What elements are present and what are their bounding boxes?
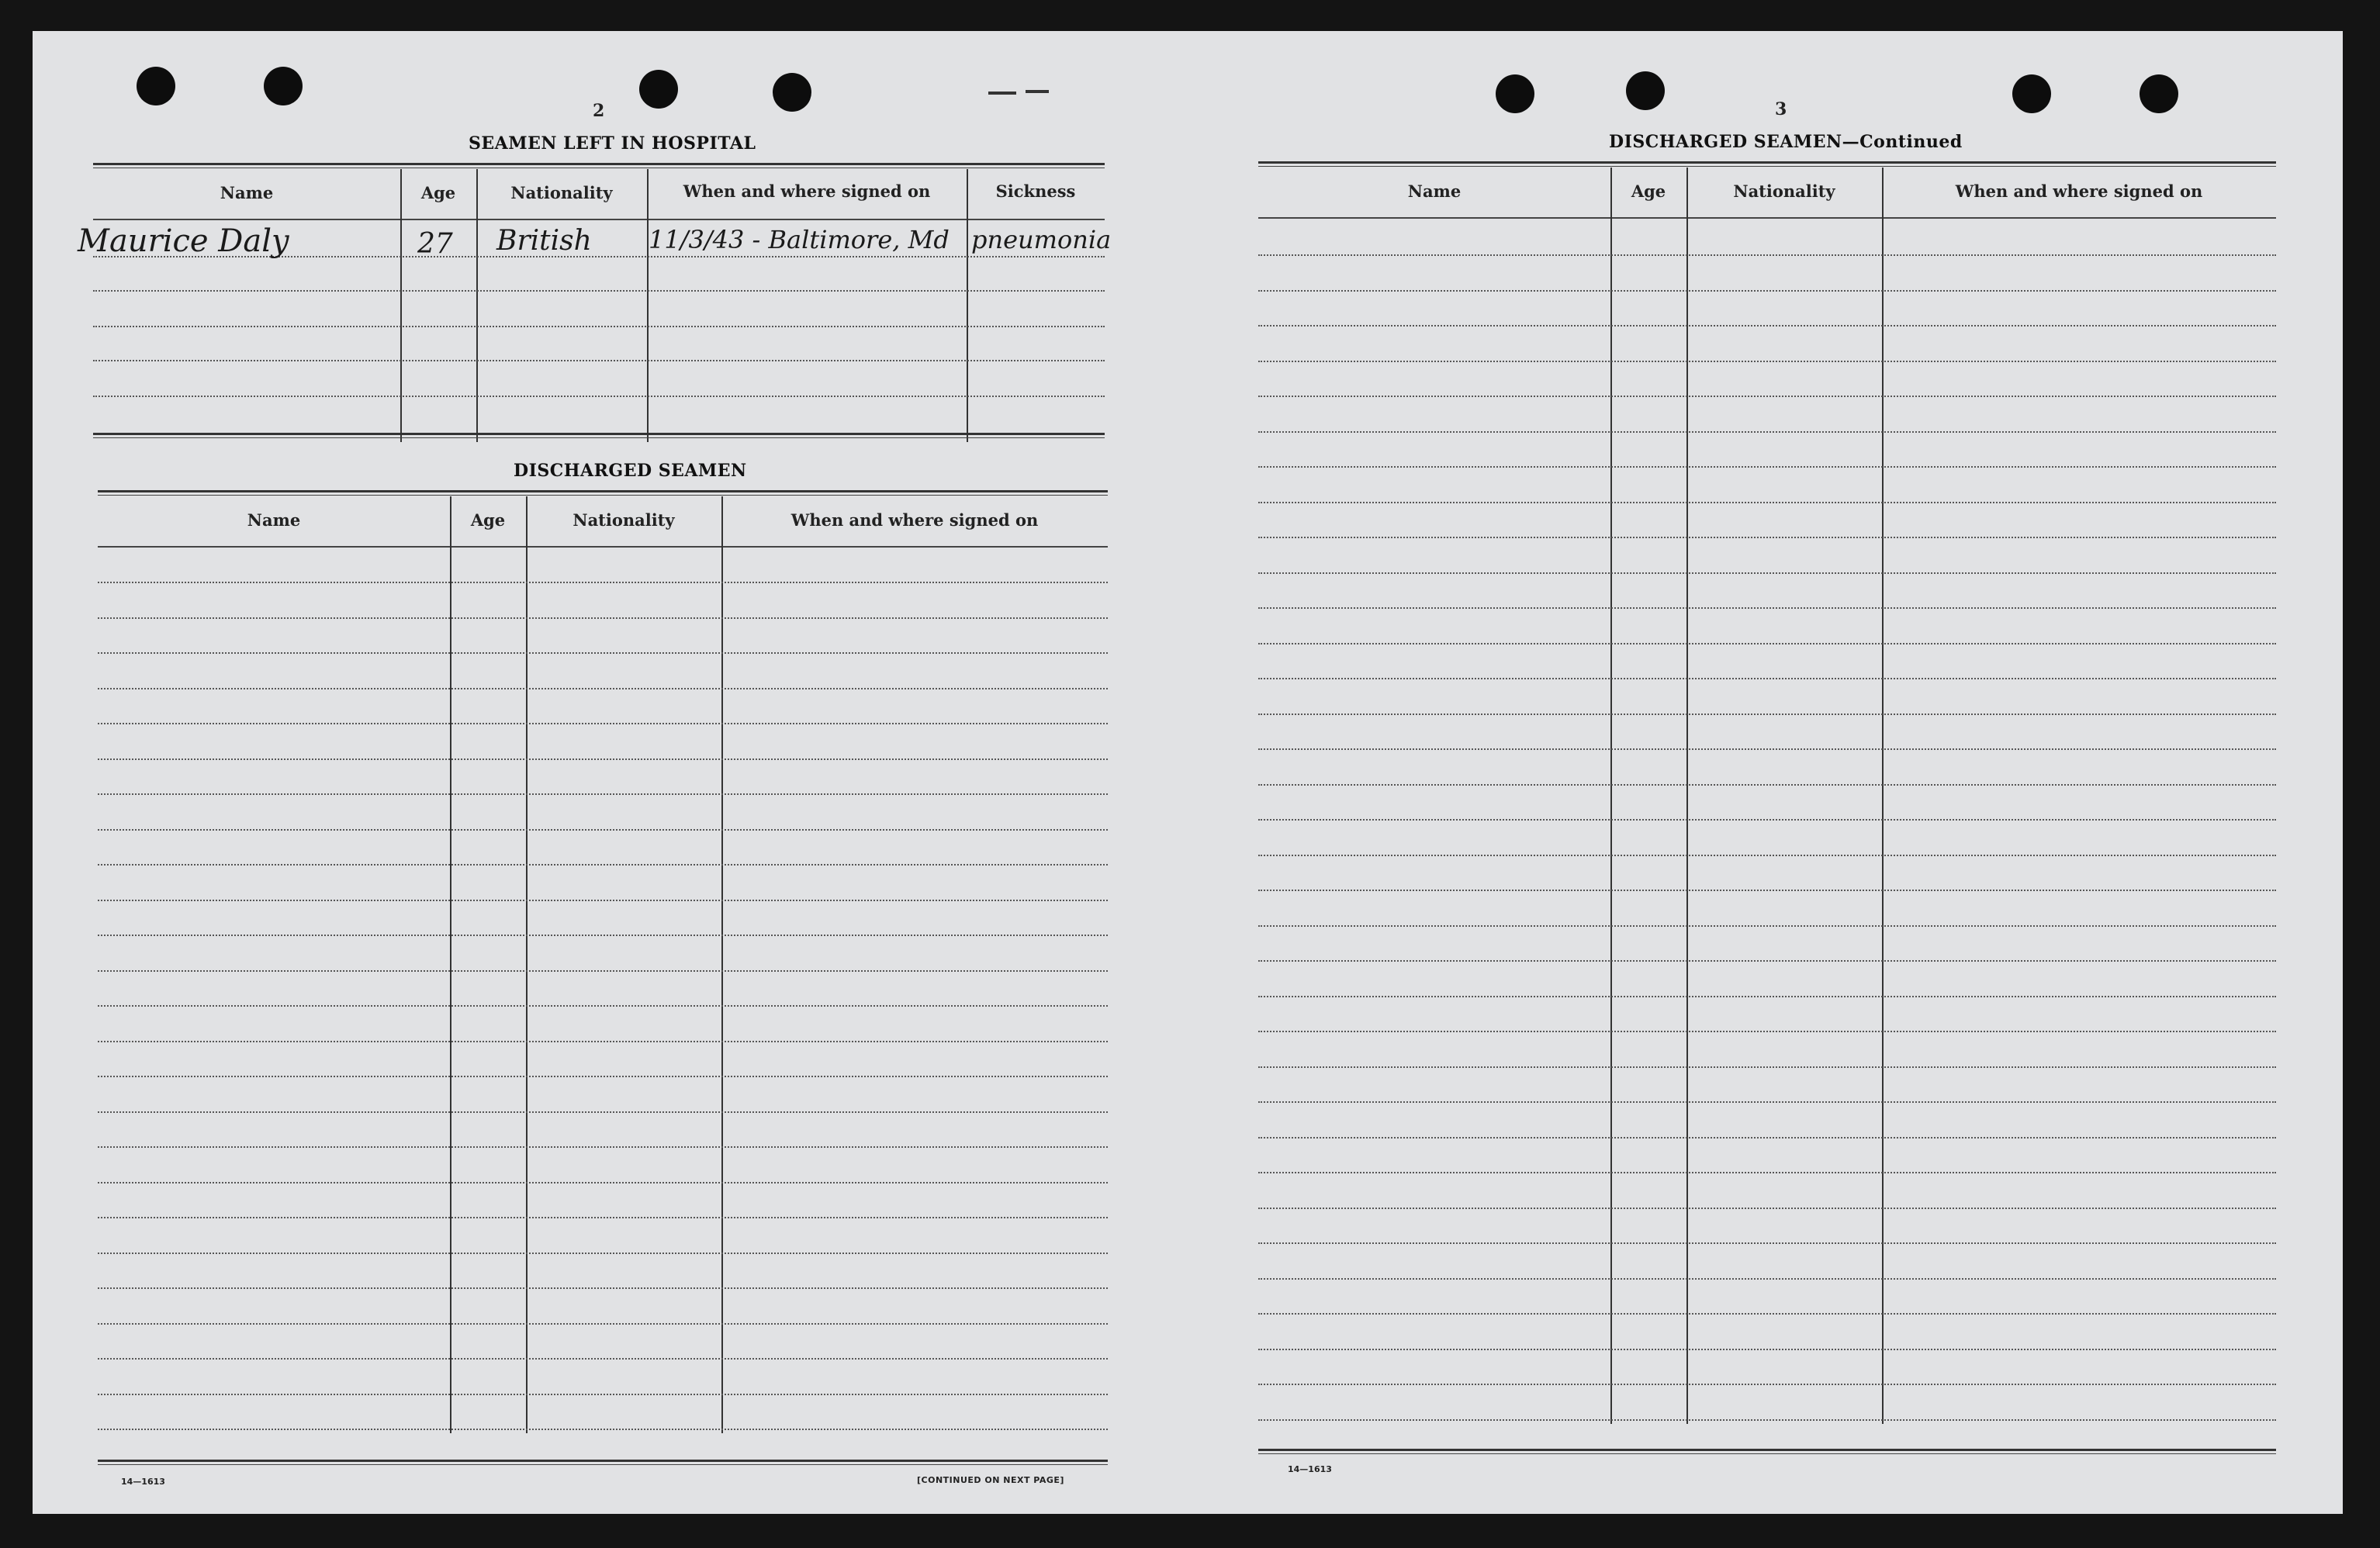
row-line [1258, 502, 2276, 503]
column-header-signed-on: When and where signed on [1955, 181, 2203, 201]
punch-hole [1626, 71, 1665, 110]
row-line [1258, 325, 2276, 327]
document-sheet [33, 31, 2343, 1514]
column-divider [476, 169, 478, 442]
column-header-age: Age [470, 510, 506, 530]
column-header-age: Age [420, 183, 456, 202]
row-line [1258, 607, 2276, 609]
row-line [98, 900, 1108, 901]
punch-hole [264, 67, 303, 105]
column-header-nationality: Nationality [573, 510, 675, 530]
row-line [98, 652, 1108, 654]
row-line [1258, 1384, 2276, 1385]
row-line [1258, 714, 2276, 715]
column-header-nationality: Nationality [510, 183, 613, 202]
row-line [1258, 748, 2276, 750]
row-line [98, 970, 1108, 972]
column-divider [1610, 168, 1612, 1424]
row-line [98, 617, 1108, 619]
column-header-signed-on: When and where signed on [683, 181, 931, 201]
row-line [98, 935, 1108, 936]
row-line [98, 1253, 1108, 1254]
row-line [1258, 466, 2276, 468]
row-line [1258, 537, 2276, 538]
section-title-text: DISCHARGED SEAMEN [1609, 132, 1842, 152]
row-line [1258, 1242, 2276, 1244]
row-line [98, 1146, 1108, 1148]
table-bottom-rule [93, 433, 1105, 438]
row-line [98, 1429, 1108, 1430]
table-bottom-rule [98, 1460, 1108, 1465]
table-top-rule [1258, 161, 2276, 167]
entry-signed-on: 11/3/43 - Baltimore, Md [649, 225, 950, 254]
table-bottom-rule [1258, 1449, 2276, 1454]
row-line [98, 1182, 1108, 1183]
stray-mark [1026, 90, 1049, 93]
section-title-hospital: SEAMEN LEFT IN HOSPITAL [469, 133, 756, 154]
punch-hole [639, 70, 678, 109]
table-top-rule [98, 490, 1108, 496]
row-line [98, 758, 1108, 760]
row-line [93, 326, 1105, 327]
row-line [1258, 1278, 2276, 1280]
row-line [1258, 1419, 2276, 1421]
form-number: 14—1613 [121, 1477, 165, 1487]
column-divider [1686, 168, 1688, 1424]
entry-age: 27 [417, 228, 453, 260]
punch-hole [1496, 74, 1534, 113]
entry-sickness: pneumonia [971, 225, 1112, 254]
row-line [98, 723, 1108, 724]
row-line [1258, 643, 2276, 644]
row-line [1258, 1031, 2276, 1032]
row-line [98, 582, 1108, 583]
punch-hole [137, 67, 175, 105]
page-number: 2 [593, 101, 605, 121]
punch-hole [2140, 74, 2178, 113]
row-line [1258, 431, 2276, 433]
column-divider [526, 496, 528, 1433]
row-line [98, 688, 1108, 689]
section-title-suffix: —Continued [1842, 132, 1963, 152]
column-divider [400, 169, 402, 442]
header-rule [93, 219, 1105, 220]
row-line [1258, 290, 2276, 292]
column-divider [967, 169, 968, 442]
row-line [1258, 1172, 2276, 1173]
section-title-discharged-continued [1609, 132, 1963, 152]
row-line [1258, 1313, 2276, 1315]
continued-note: [CONTINUED ON NEXT PAGE] [917, 1475, 1064, 1485]
row-line [1258, 396, 2276, 397]
header-rule [98, 546, 1108, 548]
column-header-age: Age [1631, 181, 1666, 201]
row-line [1258, 819, 2276, 821]
row-line [1258, 678, 2276, 679]
row-line [1258, 572, 2276, 574]
row-line [1258, 1066, 2276, 1068]
punch-hole [773, 73, 811, 112]
row-line [98, 1041, 1108, 1042]
row-line [98, 793, 1108, 795]
row-line [93, 360, 1105, 361]
row-line [1258, 1137, 2276, 1139]
row-line [1258, 784, 2276, 786]
column-header-sickness: Sickness [995, 181, 1076, 201]
row-line [1258, 996, 2276, 997]
column-header-name: Name [1407, 181, 1462, 201]
column-divider [721, 496, 723, 1433]
row-line [1258, 1101, 2276, 1103]
entry-name: Maurice Daly [78, 223, 289, 259]
row-line [98, 864, 1108, 866]
row-line [98, 1217, 1108, 1218]
entry-nationality: British [496, 225, 592, 257]
row-line [1258, 960, 2276, 962]
discharged-continued-table [1258, 161, 2276, 1461]
column-header-nationality: Nationality [1733, 181, 1835, 201]
row-line [98, 1323, 1108, 1325]
discharged-table [98, 490, 1108, 1467]
column-divider [647, 169, 649, 442]
row-line [98, 829, 1108, 831]
header-rule [1258, 217, 2276, 219]
row-line [93, 396, 1105, 397]
column-header-name: Name [247, 510, 301, 530]
table-top-rule [93, 163, 1105, 168]
section-title-discharged: DISCHARGED SEAMEN [514, 461, 747, 481]
row-line [98, 1358, 1108, 1360]
page-number: 3 [1775, 99, 1787, 119]
row-line [98, 1394, 1108, 1395]
punch-hole [2012, 74, 2051, 113]
row-line [1258, 254, 2276, 256]
row-line [1258, 361, 2276, 362]
row-line [1258, 1349, 2276, 1350]
column-header-signed-on: When and where signed on [790, 510, 1039, 530]
form-number: 14—1613 [1288, 1464, 1332, 1474]
row-line [98, 1005, 1108, 1007]
row-line [1258, 1208, 2276, 1209]
stray-mark [988, 92, 1016, 95]
row-line [98, 1287, 1108, 1289]
row-line [98, 1076, 1108, 1077]
hospital-table [78, 163, 1112, 442]
column-divider [1882, 168, 1884, 1424]
column-header-name: Name [220, 183, 274, 202]
row-line [1258, 890, 2276, 891]
column-divider [450, 496, 451, 1433]
row-line [1258, 855, 2276, 856]
row-line [98, 1111, 1108, 1113]
row-line [1258, 925, 2276, 927]
row-line [93, 290, 1105, 292]
